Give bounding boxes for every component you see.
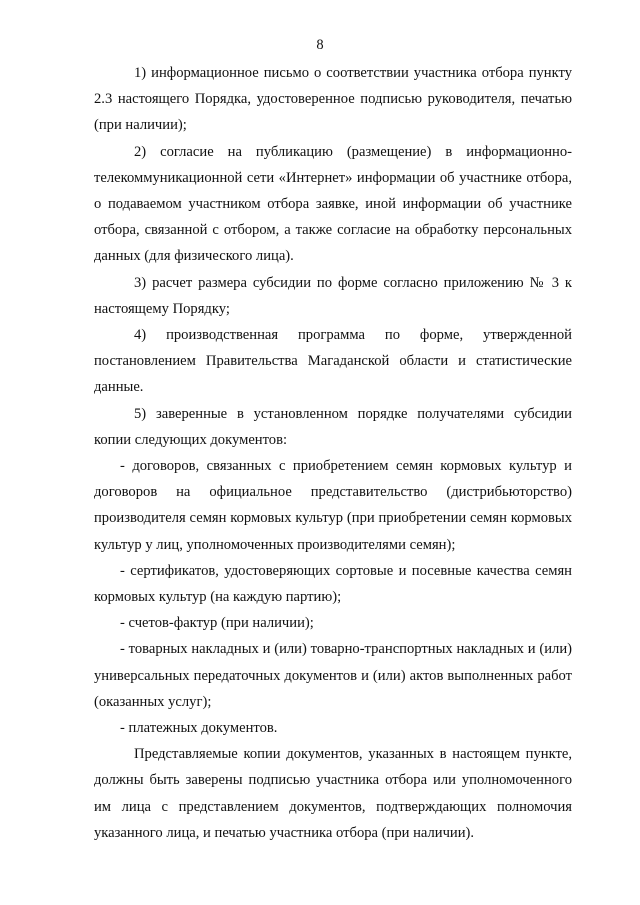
document-body: [94, 60, 572, 846]
list-item-payment-documents: - платежных документов.: [120, 720, 278, 737]
list-item-contracts: - договоров, связанных с приобретением семян кормовых культур и договоров на официальное представительство (дистрибьюторство) производителя семян кормовых культур (при приобретении семян кормовых культур у лиц, уполномоченных производителями семян);: [94, 458, 572, 553]
paragraph-item-2: 2) согласие на публикацию (размещение) в информационно-телекоммуникационной сети «Интернет» информации об участнике отбора, о подаваемом участником отбора заявке, иной информации об участнике отбора, связанной с отбором, а также согласие на обработку персональных данных (для физического лица).: [94, 143, 572, 265]
paragraph-item-5: 5) заверенные в установленном порядке получателями субсидии копии следующих документов:: [94, 405, 572, 448]
page-number: 8: [316, 37, 324, 53]
paragraph-closing: Представляемые копии документов, указанных в настоящем пункте, должны быть заверены подписью участника отбора или уполномоченного им лица с представлением документов, подтверждающих полномочия указанного лица, и печатью участника отбора (при наличии).: [94, 746, 572, 841]
paragraph-item-4: 4) производственная программа по форме, утвержденной постановлением Правительства Магаданской области и статистические данные.: [94, 327, 572, 396]
list-item-invoices: - счетов-фактур (при наличии);: [120, 615, 314, 632]
paragraph-item-1: 1) информационное письмо о соответствии участника отбора пункту 2.3 настоящего Порядка, удостоверенное подписью руководителя, печатью (при наличии);: [94, 65, 572, 134]
list-item-waybills: - товарных накладных и (или) товарно-транспортных накладных и (или) универсальных передаточных документов и (или) актов выполненных работ (оказанных услуг);: [94, 641, 572, 710]
list-item-certificates: - сертификатов, удостоверяющих сортовые и посевные качества семян кормовых культур (на каждую партию);: [94, 562, 572, 606]
paragraph-item-3: 3) расчет размера субсидии по форме согласно приложению № 3 к настоящему Порядку;: [94, 274, 572, 317]
